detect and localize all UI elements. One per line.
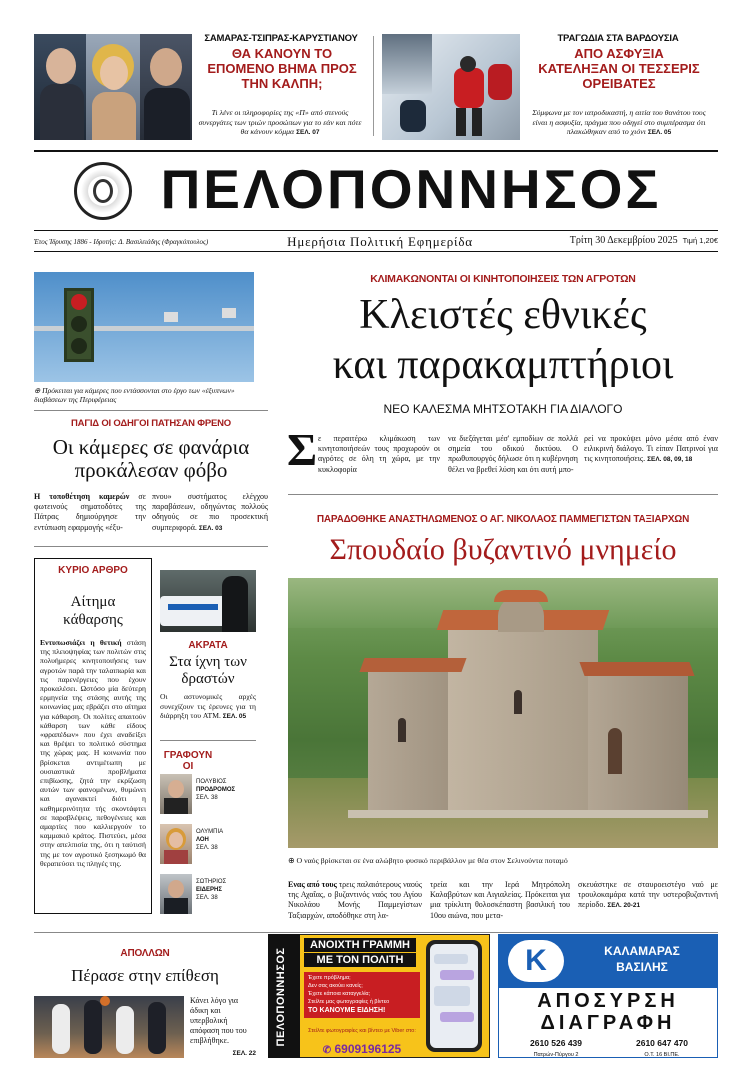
masthead-title: ΠΕΛΟΠΟΝΝΗΣΟΣ (160, 158, 662, 220)
masthead-bottom-rule (34, 230, 718, 231)
farmers-col-3: ρεί να προκύψει μόνο μέσα από έναν ειλικρινή διάλογο. Τι είπαν Πατρινοί για τις κινητοποιήσεις. ΣΕΛ. 08, 09, 18 (584, 434, 718, 464)
writers-label: ΓΡΑΦΟΥΝ ΟΙ (163, 750, 213, 772)
top-left-headline: ΘΑ ΚΑΝΟΥΝ ΤΟ ΕΠΟΜΕΝΟ ΒΗΜΑ ΠΡΟΣ ΤΗΝ ΚΑΛΠΗ; (207, 46, 357, 91)
writer-photo-1 (160, 774, 192, 814)
cameras-headline: Οι κάμερες σε φανάρια προκάλεσαν φόβο (52, 435, 250, 482)
open-line-ad-bullet: Στείλτε μας φωτογραφίες ή βίντεο (308, 999, 390, 1005)
farmers-kicker: ΚΛΙΜΑΚΩΝΟΝΤΑΙ ΟΙ ΚΙΝΗΤΟΠΟΙΗΣΕΙΣ ΤΩΝ ΑΓΡΟΤΩΝ (370, 273, 636, 285)
kalamaras-name-2: ΒΑΣΙΛΗΣ (616, 960, 668, 974)
open-line-ad-bullet: Δεν σας ακούει κανείς; (308, 983, 363, 989)
writer-name-2: ΟΛΥΜΠΙΑ ΛΟΗ ΣΕΛ. 38 (196, 829, 224, 851)
farmers-headline-1: Κλειστές εθνικές (359, 292, 647, 338)
masthead-subtitle: Ημερήσια Πολιτική Εφημερίδα (287, 234, 473, 249)
masthead-logo-seal (74, 162, 132, 220)
open-line-ad-title-1: ΑΝΟΙΧΤΗ ΓΡΑΜΜΗ (304, 938, 416, 952)
apollon-text: Κάνει λόγο για άδικη και υπερβολική απόφαση που του επιβλήθηκε. (190, 996, 247, 1045)
editorial-title-1: Αίτημα (70, 594, 116, 610)
farmers-col-2: να διεξάγεται μέσ' εμποδίων σε πολλά σημεία του οδικού δικτύου. Ο πρωθυπουργός δήλωσε ότι η κυβέρνηση θέλει να βρεθεί λύση και ότι αυτή μπο- (448, 434, 578, 474)
open-line-ad-title-2: ΜΕ ΤΟΝ ΠΟΛΙΤΗ (304, 953, 416, 967)
cameras-kicker: ΠΑΓΙΔ ΟΙ ΟΔΗΓΟΙ ΠΑΤΗΣΑΝ ΦΡΕΝΟ (71, 418, 231, 429)
bottom-band-rule (34, 932, 718, 933)
apollon-headline: Πέρασε στην επίθεση (71, 966, 219, 985)
masthead-date: Τρίτη 30 Δεκεμβρίου 2025 Τιμή 1,20€ (569, 235, 718, 246)
atm-rule (160, 740, 256, 741)
open-line-ad-phone[interactable]: ✆ 6909196125 (322, 1042, 402, 1056)
writer-photo-2 (160, 824, 192, 864)
editorial-title-2: κάθαρσης (63, 612, 123, 628)
masthead-top-rule (34, 150, 718, 152)
kalamaras-line-1: ΑΠΟΣΥΡΣΗ (537, 990, 679, 1012)
climbers-photo (382, 34, 520, 140)
kalamaras-line-2: ΔΙΑΓΡΑΦΗ (540, 1012, 676, 1034)
open-line-ad-brand: ΠΕΛΟΠΟΝΝΗΣΟΣ (275, 947, 287, 1047)
open-line-ad-bullet: Έχετε πρόβλημα; (308, 975, 351, 981)
church-col-3: σκευάστηκε σε σταυροειστέγο ναό με τρουλοκαμάρα κατά την υστεροβυζαντινή περίοδο. ΣΕΛ. 20-21 (578, 880, 718, 910)
editorial-text: Εντυπωσιάζει η θετική στάση της πλειοψηφίας των πολιτών στις πολυήμερες κινητοποιήσεις των αγροτών παρά την ταλαιπωρία και τις παρενέργειες που έχουν προκαλέσει. Ωστόσο μία δεύτερη ερμηνεία της στάσης αυτής της κοινωνίας μας εβράζει στο αίτημα για κάθαρση. Οι πολίτες απαιτούν κάθαρση των κάθε είδους «φραπέδων» που έχει αναδείξει και θρέψει το πολιτικό σύστημα της χώρας μας. Η κοινωνία που βρίσκεται αντιμέτωπη με ουσιαστικά προβλήματα επιβίωσης, ζητά την εκρίζωση αυτών των φαινομένων, θυμώνει και αγανακτεί διότι η καθημερινότητα τής σκοντάφτει σε παραβλέψεις, πεθογένειες και αμαρτίες που καλλιεργούν το καμμακιό κράτος. Πιστεύει, μέσα στην απελπισία της, ότι η ταύτισή της με τον αγροτικό ξεσηκωμό θα θεραπεύσει τις πληγές της. (40, 638, 146, 868)
farmers-col-1: ε περαιτέρω κλιμάκωση των κινητοποιήσεών τους προχωρούν οι αγρότες σε όλη τη χώρα, με την κυκλοφορία (318, 434, 440, 474)
top-right-kicker: ΤΡΑΓΩΔΙΑ ΣΤΑ ΒΑΡΔΟΥΣΙΑ (557, 33, 679, 44)
atm-text: Οι αστυνομικές αρχές συνεχίζουν τις έρευνες για τη διάρρηξη του ATM. ΣΕΛ. 05 (160, 692, 256, 720)
farmers-dropcap: Σ (287, 424, 318, 475)
cameras-col-1: Η τοποθέτηση καμερών σε φωτεινούς σηματοδότες της Πάτρας δημιούργησε την εντύπωση εφαρμογής «έξυ- (34, 492, 147, 532)
kalamaras-contact-2[interactable]: 2610 647 470 Ο.Τ. 16 ΒΙ.ΠΕ. (636, 1038, 688, 1058)
kalamaras-logo-icon: K (508, 940, 564, 982)
open-line-ad-cta: ΤΟ ΚΑΝΟΥΜΕ ΕΙΔΗΣΗ! (308, 1007, 386, 1014)
church-headline: Σπουδαίο βυζαντινό μνημείο (329, 533, 677, 566)
top-right-text: Σύμφωνα με τον ιατροδικαστή, η αιτία του θανάτου τους είναι η ασφυξία, πράγμα που οδηγεί στο συμπέρασμα ότι πλακώθηκαν από το χιόνι ΣΕΛ. 05 (532, 108, 706, 136)
church-col-2: τρεία και την Ιερά Μητρόπολη Καλαβρύτων και Αιγιαλείας. Πρόκειται για μια τρίκλιτη θολοσκέπαστη βασιλική του 10ου αιώνα, που μετα- (430, 880, 570, 920)
smartphone-graphic (426, 940, 482, 1052)
apollon-ref: ΣΕΛ. 22 (232, 1050, 256, 1057)
church-kicker: ΠΑΡΑΔΟΘΗΚΕ ΑΝΑΣΤΗΛΩΜΕΝΟΣ Ο ΑΓ. ΝΙΚΟΛΑΟΣ ΠΑΜΜΕΓΙΣΤΩΝ ΤΑΞΙΑΡΧΩΝ (316, 514, 690, 525)
traffic-light-photo (34, 272, 254, 382)
open-line-ad-foot: Στείλτε φωτογραφίες και βίντεο με Viber στο: (308, 1028, 416, 1034)
top-left-text: Τι λένε οι πληροφορίες της «Π» από στενούς συνεργάτες των τριών προσώπων για το εάν και πότε θα κάνουν κόμμα ΣΕΛ. 07 (198, 108, 362, 136)
cameras-col-2: πνου» συστήματος ελέγχου παραβάσεων, οδηγώντας πολλούς οδηγούς σε πιο προσεκτική συμπεριφορά. ΣΕΛ. 03 (152, 492, 268, 532)
church-caption: ⊕ Ο ναός βρίσκεται σε ένα αλώβητο φυσικό περιβάλλον με θέα στον Σελινούντα ποταμό (288, 856, 568, 865)
open-line-ad-bullet: Έχετε κάποια καταγγελία; (308, 991, 371, 997)
cameras-caption: ⊕ Πρόκειται για κάμερες που εντάσσονται στο έργο των «έξυπνων» διαβάσεων της Περιφέρειας (34, 386, 235, 404)
kalamaras-name-1: ΚΑΛΑΜΑΡΑΣ (604, 944, 680, 958)
police-photo (160, 570, 256, 632)
church-photo (288, 578, 718, 848)
cameras-bottom-rule (34, 546, 268, 547)
teaser-divider (373, 36, 374, 136)
writer-photo-3 (160, 874, 192, 914)
atm-label: ΑΚΡΑΤΑ (188, 640, 228, 651)
politicians-photo (34, 34, 192, 140)
basketball-photo (34, 996, 184, 1058)
viber-icon: ✆ (322, 1045, 332, 1056)
farmers-rule (288, 494, 718, 495)
writer-name-1: ΠΟΛΥΒΙΟΣ ΠΡΟΔΡΟΜΟΣ ΣΕΛ. 38 (196, 779, 236, 801)
atm-headline: Στα ίχνη των δραστών (169, 654, 247, 687)
top-left-kicker: ΣΑΜΑΡΑΣ-ΤΣΙΠΡΑΣ-ΚΑΡΥΣΤΙΑΝΟΥ (204, 33, 358, 44)
top-right-headline: ΑΠΟ ΑΣΦΥΞΙΑ ΚΑΤΕΛΗΞΑΝ ΟΙ ΤΕΣΣΕΡΙΣ ΟΡΕΙΒΑΤΕΣ (538, 46, 700, 91)
masthead-founded: Έτος Ίδρυσης 1886 - Ιδρυτής: Δ. Βασιλειάδης (Φραγκόπουλος) (34, 238, 209, 246)
kalamaras-contact-1[interactable]: 2610 526 439 Πατρών-Πύργου 2 (530, 1038, 582, 1058)
open-line-ad-bullets (304, 972, 420, 1018)
farmers-subhead: ΝΕΟ ΚΑΛΕΣΜΑ ΜΗΤΣΟΤΑΚΗ ΓΙΑ ΔΙΑΛΟΓΟ (383, 402, 623, 416)
farmers-headline-2: και παρακαμπτήριοι (332, 342, 674, 388)
writer-name-3: ΣΩΤΗΡΙΟΣ ΕΙΔΕΡΗΣ ΣΕΛ. 38 (196, 879, 227, 901)
cameras-rule (34, 410, 268, 411)
editorial-label: ΚΥΡΙΟ ΑΡΘΡΟ (58, 565, 128, 576)
apollon-label: ΑΠΟΛΛΩΝ (120, 948, 170, 959)
masthead-date-rule (34, 251, 718, 252)
church-col-1: Ενας από τους τρεις παλαιότερους ναούς της Αχαΐας, ο βυζαντινός ναός του Αγίου Νικολάου Μονής Παμμεγίστων Ταξιαρχών, αποδόθηκε στη λα- (288, 880, 423, 920)
